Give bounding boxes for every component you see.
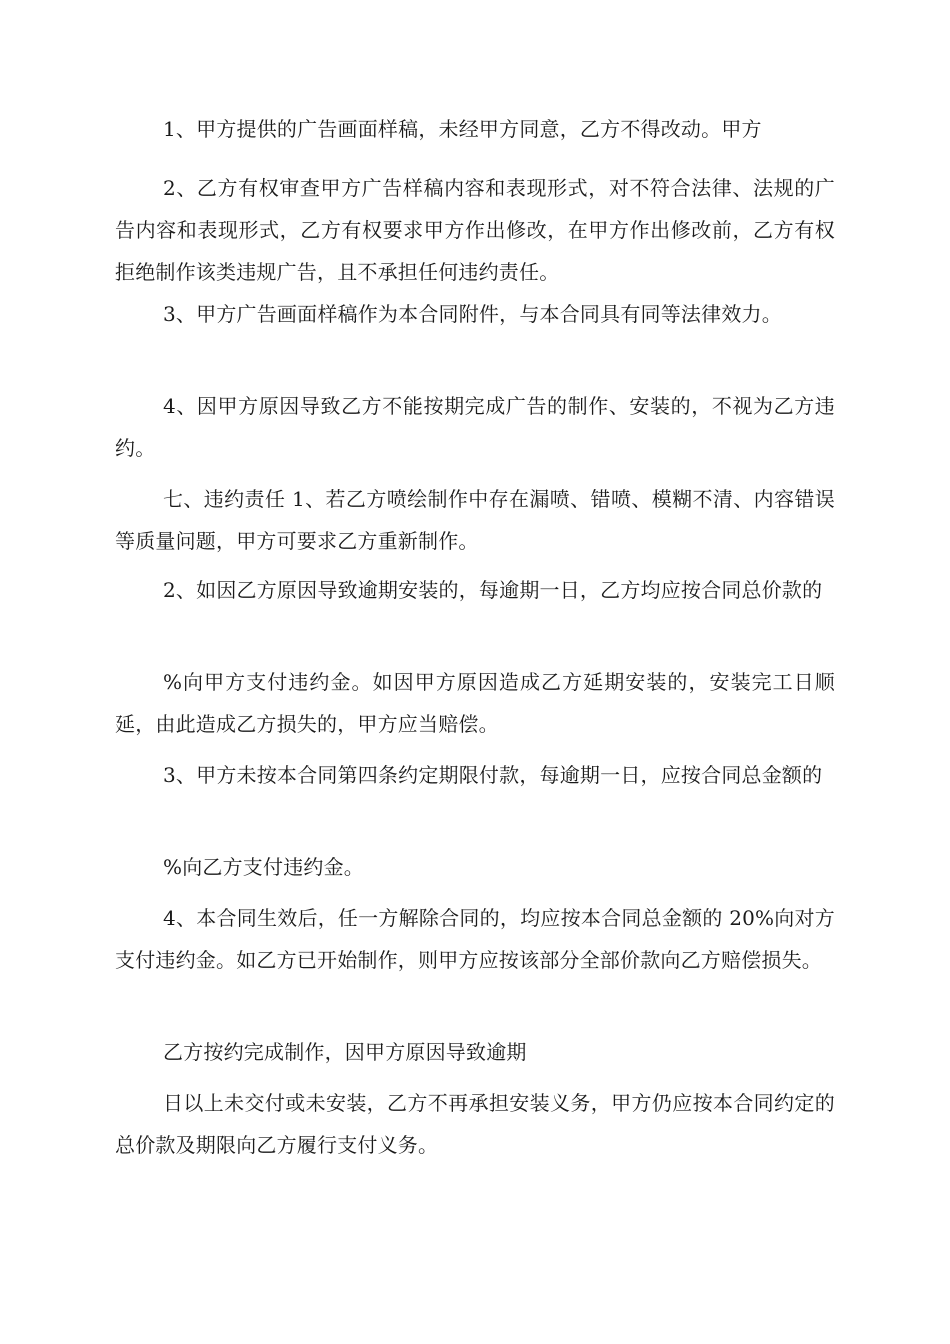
paragraph-breach-2-cont: %向甲方支付违约金。如因甲方原因造成乙方延期安装的，安装完工日顺延，由此造成乙方损失的，甲方应当赔偿。: [115, 670, 835, 736]
paragraph-breach-liability: 七、违约责任 1、若乙方喷绘制作中存在漏喷、错喷、模糊不清、内容错误等质量问题，甲方可要求乙方重新制作。: [115, 487, 835, 553]
paragraph-breach-4: 4、本合同生效后，任一方解除合同的，均应按本合同总金额的 20%向对方支付违约金。如乙方已开始制作，则甲方应按该部分全部价款向乙方赔偿损失。: [115, 906, 835, 972]
paragraph-clause-2: 2、乙方有权审查甲方广告样稿内容和表现形式，对不符合法律、法规的广告内容和表现形式，乙方有权要求甲方作出修改，在甲方作出修改前，乙方有权拒绝制作该类违规广告，且不承担任何违约责任。: [115, 176, 835, 284]
paragraph-breach-2: 2、如因乙方原因导致逾期安装的，每逾期一日，乙方均应按合同总价款的: [163, 578, 823, 602]
paragraph-clause-4: 4、因甲方原因导致乙方不能按期完成广告的制作、安装的，不视为乙方违约。: [115, 394, 835, 460]
paragraph-clause-1: 1、甲方提供的广告画面样稿，未经甲方同意，乙方不得改动。甲方: [163, 117, 762, 141]
paragraph-completion: 乙方按约完成制作，因甲方原因导致逾期: [163, 1040, 527, 1064]
paragraph-completion-cont: 日以上未交付或未安装，乙方不再承担安装义务，甲方仍应按本合同约定的总价款及期限向乙方履行支付义务。: [115, 1091, 835, 1157]
paragraph-breach-3: 3、甲方未按本合同第四条约定期限付款，每逾期一日，应按合同总金额的: [163, 763, 823, 787]
paragraph-breach-3-cont: %向乙方支付违约金。: [163, 855, 365, 879]
paragraph-clause-3: 3、甲方广告画面样稿作为本合同附件，与本合同具有同等法律效力。: [163, 302, 782, 326]
